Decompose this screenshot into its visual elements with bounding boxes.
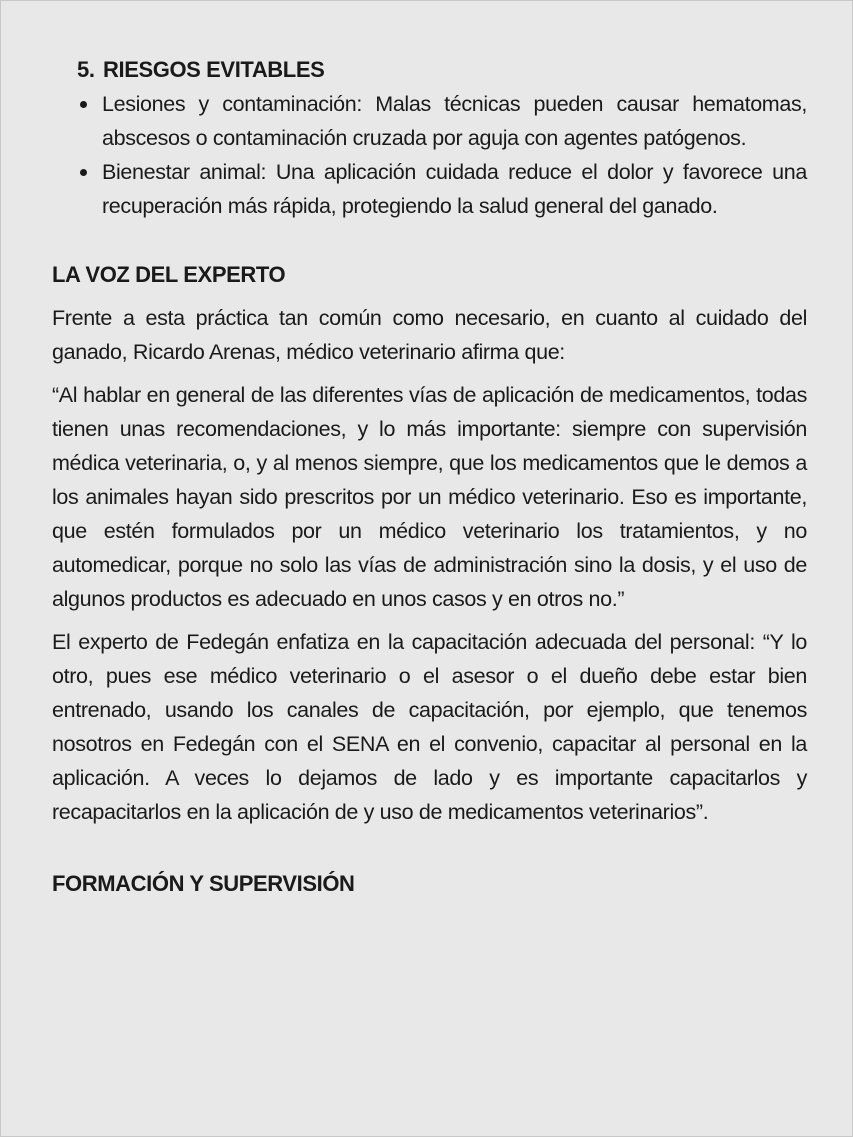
section-heading-expert: LA VOZ DEL EXPERTO — [52, 262, 286, 287]
section-title: RIESGOS EVITABLES — [103, 57, 325, 82]
section-heading-riesgos — [52, 53, 807, 87]
bullet-icon — [80, 169, 87, 176]
bullet-icon — [80, 101, 87, 108]
paragraph-quote: “Al hablar en general de las diferentes vías de aplicación de medicamentos, todas tienen unas recomendaciones, y lo más importante: siempre con supervisión médica veterinaria, o, y al menos siempre, que los medicamentos que le demos a los animales hayan sido prescritos por un médico veterinario. Eso es importante, que estén formulados por un médico veterinario los tratamientos, y no automedicar, porque no solo las vías de administración sino la dosis, y el uso de algunos productos es adecuado en unos casos y en otros no.” — [52, 383, 807, 611]
bullet-list — [52, 87, 807, 223]
list-item — [52, 155, 807, 223]
list-item-text: Bienestar animal: Una aplicación cuidada reduce el dolor y favorece una recuperación más rápida, protegiendo la salud general del ganado. — [102, 160, 807, 218]
list-item — [52, 87, 807, 155]
section-number: 5. — [77, 57, 95, 82]
list-item-text: Lesiones y contaminación: Malas técnicas pueden causar hematomas, abscesos o contaminación cruzada por aguja con agentes patógenos. — [102, 92, 807, 150]
paragraph-training: El experto de Fedegán enfatiza en la capacitación adecuada del personal: “Y lo otro, pues ese médico veterinario o el asesor o el dueño debe estar bien entrenado, usando los canales de capacitación, por ejemplo, que tenemos nosotros en Fedegán con el SENA en el convenio, capacitar al personal en la aplicación. A veces lo dejamos de lado y es importante capacitarlos y recapacitarlos en la aplicación de y uso de medicamentos veterinarios”. — [52, 630, 807, 824]
document-body — [52, 53, 807, 901]
paragraph-intro: Frente a esta práctica tan común como necesario, en cuanto al cuidado del ganado, Ricardo Arenas, médico veterinario afirma que: — [52, 306, 807, 364]
section-heading-training: FORMACIÓN Y SUPERVISIÓN — [52, 871, 355, 896]
